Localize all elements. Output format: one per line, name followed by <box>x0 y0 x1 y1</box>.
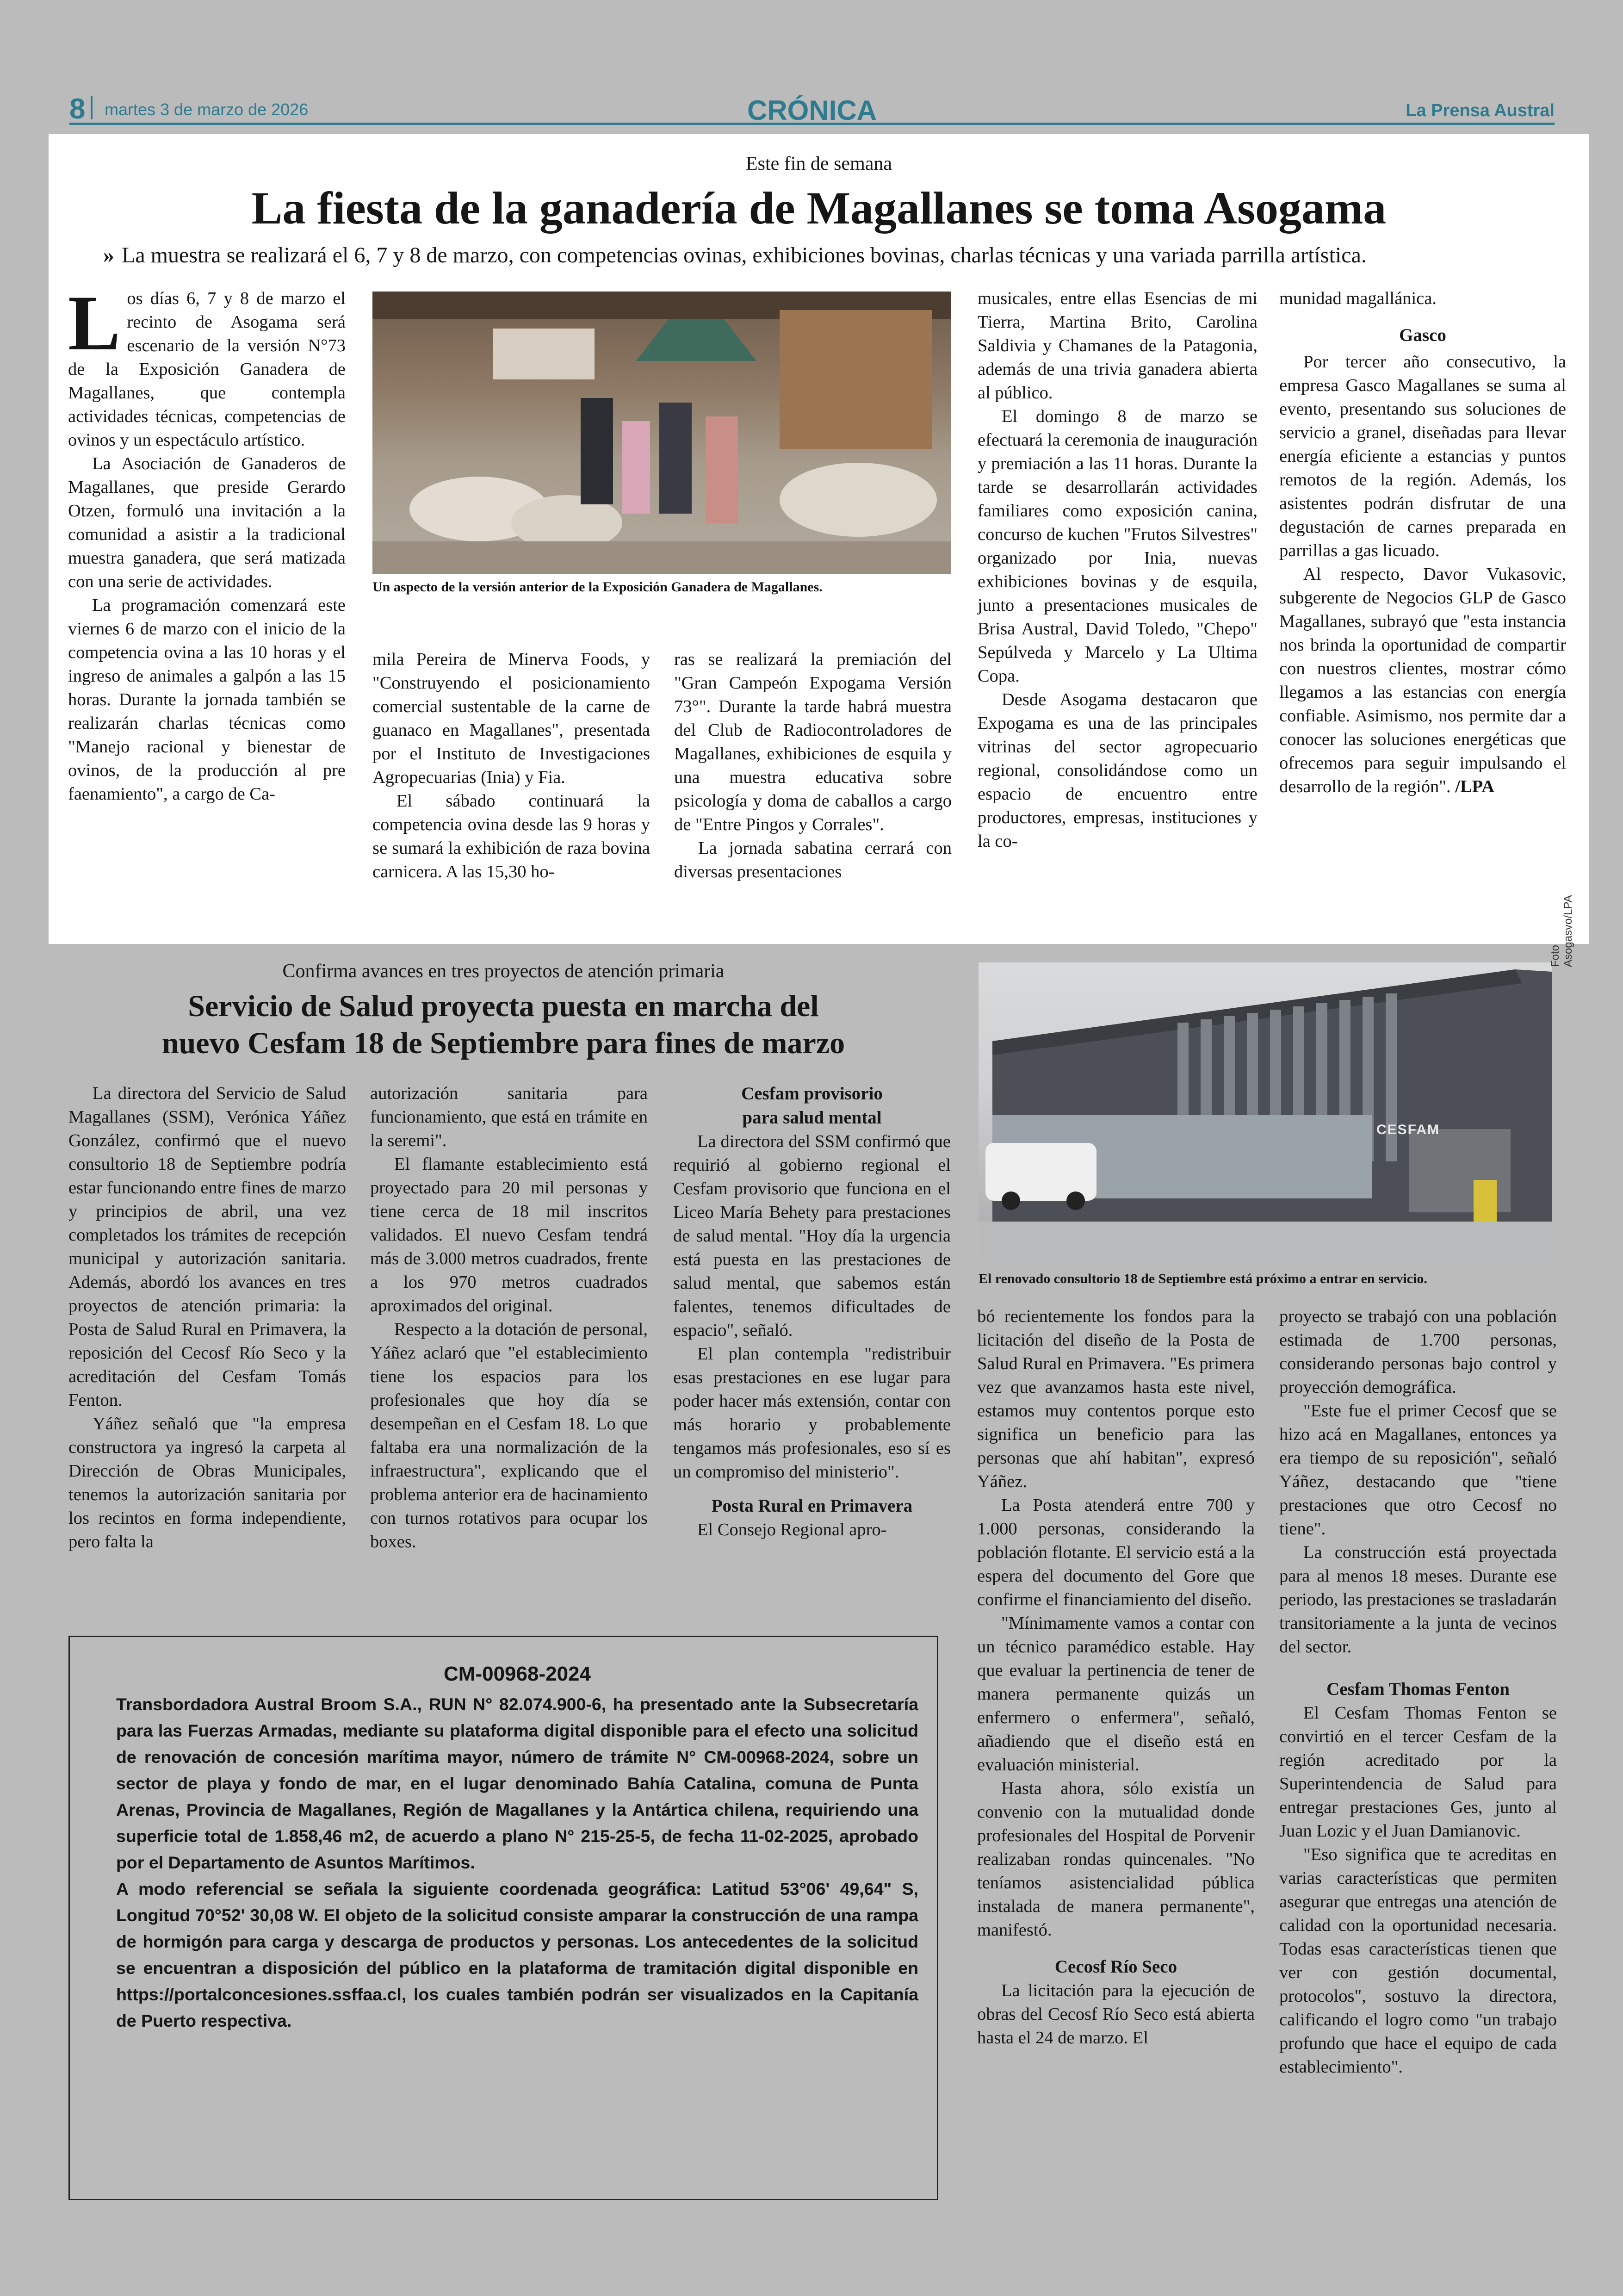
paragraph: munidad magallánica. <box>1279 289 1437 308</box>
paragraph: ras se realizará la premiación del "Gran Campeón Expogama Versión 73°". Durante la tarde habrá muestra del Club de Radiocontroladores de Magallanes, exhibiciones de esquila y una muestra educativa sobre psicología y doma de caballos a cargo de "Entre Pingos y Corrales". <box>674 650 952 834</box>
paragraph: El Cesfam Thomas Fenton se convirtió en el tercer Cesfam de la región acreditado por la Superintendencia de Salud para entregar prestaciones Ges, junto al Juan Lozic y el Juan Damianovic. <box>1279 1703 1557 1841</box>
paragraph: musicales, entre ellas Esencias de mi Tierra, Martina Brito, Carolina Saldivia y Chamanes de la Patagonia, además de una trivia ganadera abierta al público. <box>978 289 1258 403</box>
paragraph: Por tercer año consecutivo, la empresa Gasco Magallanes se suma al evento, presentando sus soluciones de servicio a granel, diseñadas para llevar energía eficiente a estancias y puntos remotos de la región. Además, los asistentes podrán disfrutar de una degustación de carnes preparada en parrillas a gas licuado. <box>1279 352 1566 560</box>
paragraph: bó recientemente los fondos para la licitación del diseño de la Posta de Salud Rural en Primavera. "Es primera vez que avanzamos hasta este nivel, estamos muy contentos porque esto significa un beneficio para las personas que ahí habitan", expresó Yáñez. <box>977 1307 1255 1491</box>
paragraph: "Eso significa que te acreditas en varias características que permiten asegurar que entregas una atención de calidad con la oportunidad necesaria. Todas esas características tienen que ver con gestión documental, protocolos", sostuvo la directora, calificando el logro como "un trabajo profundo que hace el equipo de cada establecimiento". <box>1279 1845 1557 2077</box>
notice-paragraph: A modo referencial se señala la siguiente coordenada geográfica: Latitud 53°06' 49,64" S, Longitud 70°52' 30,08 W. El objeto de la solicitud consiste amparar la construcción de una rampa de hormigón para carga y descarga de productos y personas. Los antecedentes de la solicitud se encuentran a disposición del público en la plataforma de tramitación digital disponible en https://portalconcesiones.ssffaa.cl, los cuales también podrán ser visualizados en la Capitanía de Puerto respectiva. <box>116 1879 918 2030</box>
legal-notice-box <box>68 1636 938 2200</box>
building-sign: CESFAM <box>1376 1122 1440 1137</box>
subhead-posta-rural: Posta Rural en Primavera <box>711 1496 913 1516</box>
paragraph: El plan contempla "redistribuir esas prestaciones en ese lugar para poder hacer más extensión, contar con más horario y probablemente tengamos más profesionales, eso sí es un compromiso del ministerio". <box>673 1344 951 1482</box>
cesfam-building-illustration <box>979 962 1552 1263</box>
paragraph: El domingo 8 de marzo se efectuará la ceremonia de inauguración y premiación a las 11 horas. Durante la tarde se desarrollarán actividades familiares como exposición canina, concurso de kuchen "Frutos Silvestres" organizado por Inia, nuevas exhibiciones bovinas y de esquila, junto a presentaciones musicales de Brisa Austral, David Toledo, "Chepo" Sepúlveda y Marcelo y La Ultima Copa. <box>978 407 1258 686</box>
expo-photo <box>372 292 951 574</box>
author-signature: /LPA <box>1455 777 1495 796</box>
paragraph: Los días 6, 7 y 8 de marzo el recinto de Asogama será escenario de la versión N°73 de la Exposición Ganadera de Magallanes, que contempla actividades técnicas, competencias de ovinos y un espectáculo artístico. <box>68 279 346 450</box>
section-title: CRÓNICA <box>747 95 877 126</box>
paragraph: La Asociación de Ganaderos de Magallanes, que preside Gerardo Otzen, formuló una invitación a la comunidad a asistir a la tradicional muestra ganadera, que será matizada con una serie de actividades. <box>68 454 346 591</box>
article-kicker: Este fin de semana <box>745 153 892 174</box>
paragraph: "Mínimamente vamos a contar con un técnico paramédico estable. Hay que evaluar la pertinencia de tener de manera permanente quizás un enfermero o enfermera", señaló, añadiendo que el diseño está en evaluación ministerial. <box>977 1613 1255 1775</box>
photo-credit: Foto Asogasvo/LPA <box>1549 895 1574 967</box>
article2-column-2 <box>370 1082 648 1554</box>
article-column-4 <box>978 287 1258 853</box>
page-header <box>69 93 1555 125</box>
paragraph: La Posta atenderá entre 700 y 1.000 personas, considerando la población flotante. El servicio está a la espera del documento del Gore que confirme el financiamiento del diseño. <box>977 1496 1255 1609</box>
subhead-cesfam-provisorio: Cesfam provisorio para salud mental <box>741 1084 883 1128</box>
subhead-gasco: Gasco <box>1399 325 1446 345</box>
article-column-1 <box>68 279 346 806</box>
paragraph: El Consejo Regional apro- <box>697 1520 887 1539</box>
paragraph: Desde Asogama destacaron que Expogama es una de las principales vitrinas del sector agropecuario regional, consolidándose como un espacio de encuentro entre productores, empresas, instituciones y la co- <box>978 690 1258 851</box>
drop-cap: L <box>68 279 121 366</box>
paragraph: proyecto se trabajó con una población estimada de 1.700 personas, considerando personas bajo control y proyección demográfica. <box>1279 1307 1557 1397</box>
expo-photo-illustration <box>372 292 951 574</box>
article-ganaderia <box>49 134 1589 944</box>
article2-column-1 <box>68 1082 346 1554</box>
double-chevron-right-icon: » <box>103 243 114 267</box>
paragraph: La construcción está proyectada para al menos 18 meses. Durante ese periodo, las prestaciones se trasladarán transitoriamente a la junta de vecinos del sector. <box>1279 1543 1557 1657</box>
issue-date: martes 3 de marzo de 2026 <box>105 100 309 119</box>
paragraph: La directora del Servicio de Salud Magallanes (SSM), Verónica Yáñez González, confirmó que el nuevo consultorio 18 de Septiembre podría estar funcionando entre fines de marzo y principios de abril, una vez completados los trámites de recepción municipal y autorización sanitaria. Además, abordó los avances en tres proyectos de atención primaria: la Posta de Salud Rural en Primavera, la reposición del Cecosf Río Seco y la acreditación del Cesfam Tomás Fenton. <box>68 1084 346 1410</box>
paragraph: La jornada sabatina cerrará con diversas presentaciones <box>674 838 952 881</box>
article2-column-3 <box>673 1082 951 1542</box>
paragraph: Hasta ahora, sólo existía un convenio con la mutualidad donde profesionales del Hospital de Porvenir realizaban rondas quincenales. "No teníamos asistencialidad pública instalada de manera permanente", manifestó. <box>977 1779 1255 1940</box>
paragraph: autorización sanitaria para funcionamiento, que está en trámite en la seremi". <box>370 1084 648 1150</box>
headline-line-2: nuevo Cesfam 18 de Septiembre para fines de marzo <box>161 1026 845 1060</box>
paragraph: Respecto a la dotación de personal, Yáñez aclaró que "el establecimiento tiene los espacios para los profesionales que hoy día se desempeñan en el Cesfam 18. Lo que faltaba era una normalización de la infraestructura", explicando que el problema anterior era de hacinamiento con turnos rotativos para ocupar los boxes. <box>370 1320 648 1551</box>
photo-caption: El renovado consultorio 18 de Septiembre está próximo a entrar en servicio. <box>979 1271 1427 1286</box>
article-column-2 <box>372 648 650 884</box>
paragraph: Yáñez señaló que "la empresa constructora ya ingresó la carpeta al Dirección de Obras Municipales, tenemos la autorización sanitaria por los recintos en forma independiente, pero falta la <box>68 1414 346 1551</box>
paragraph: Al respecto, Davor Vukasovic, subgerente de Negocios GLP de Gasco Magallanes, subrayó que "esta instancia nos brinda la oportunidad de compartir con nuestros clientes, mostrar cómo llegamos a las estancias con energía confiable. Asimismo, nos permite dar a conocer las soluciones energéticas que ofrecemos para seguir impulsando el desarrollo de la región". /LPA <box>1279 565 1566 796</box>
article2-column-5 <box>1279 1305 1557 2079</box>
article-column-5 <box>1279 287 1566 799</box>
paragraph: El flamante establecimiento está proyectado para 20 mil personas y tiene cerca de 18 mil inscritos validados. El nuevo Cesfam tendrá más de 3.000 metros cuadrados, frente a los 970 metros cuadrados aproximados del original. <box>370 1154 648 1316</box>
header-divider <box>91 96 93 119</box>
article-column-3 <box>674 648 952 884</box>
article-kicker: Confirma avances en tres proyectos de atención primaria <box>282 961 725 982</box>
paragraph: El sábado continuará la competencia ovina desde las 9 horas y se sumará la exhibición de raza bovina carnicera. A las 15,30 ho- <box>372 791 650 881</box>
lead-text: La muestra se realizará el 6, 7 y 8 de marzo, con competencias ovinas, exhibiciones bovinas, charlas técnicas y una variada parrilla artística. <box>122 243 1367 267</box>
photo-caption: Un aspecto de la versión anterior de la Exposición Ganadera de Magallanes. <box>372 579 823 595</box>
notice-title: CM-00968-2024 <box>444 1663 591 1685</box>
article-lead <box>103 242 1579 269</box>
article-headline: La fiesta de la ganadería de Magallanes se toma Asogama <box>251 182 1387 234</box>
paragraph: La programación comenzará este viernes 6 de marzo con el inicio de la competencia ovina a las 10 horas y el ingreso de animales a galpón a las 15 horas. Durante la jornada también se realizarán charlas técnicas como "Manejo racional y bienestar de ovinos, de la producción al pre faenamiento", a cargo de Ca- <box>68 596 346 804</box>
cesfam-photo <box>979 962 1552 1263</box>
article-headline <box>68 988 938 1062</box>
subhead-cesfam-thomas-fenton: Cesfam Thomas Fenton <box>1326 1679 1510 1699</box>
article2-column-4 <box>977 1305 1255 2050</box>
page-number: 8 <box>69 93 86 125</box>
paragraph: mila Pereira de Minerva Foods, y "Construyendo el posicionamiento comercial sustentable de la carne de guanaco en Magallanes", presentada por el Instituto de Investigaciones Agropecuarias (Inia) y Fia. <box>372 650 650 787</box>
notice-paragraph: Transbordadora Austral Broom S.A., RUN N° 82.074.900-6, ha presentado ante la Subsecretaría para las Fuerzas Armadas, mediante su plataforma digital disponible para el efecto una solicitud de renovación de concesión marítima mayor, número de trámite N° CM-00968-2024, sobre un sector de playa y fondo de mar, en el lugar denominado Bahía Catalina, comuna de Punta Arenas, Provincia de Magallanes, Región de Magallanes y la Antártica chilena, requiriendo una superficie total de 1.858,46 m2, de acuerdo a plano N° 215-25-5, de fecha 11-02-2025, aprobado por el Departamento de Asuntos Marítimos. <box>116 1694 918 1872</box>
paragraph: La licitación para la ejecución de obras del Cecosf Río Seco está abierta hasta el 24 de marzo. El <box>977 1981 1255 2048</box>
headline-line-1: Servicio de Salud proyecta puesta en marcha del <box>188 989 819 1023</box>
newspaper-logo: La Prensa Austral <box>1406 101 1555 120</box>
paragraph: La directora del SSM confirmó que requirió al gobierno regional el Cesfam provisorio que funciona en el Liceo María Behety para prestaciones de salud mental. "Hoy día la urgencia está puesta en las prestaciones de salud mental, que sabemos están falentes, tenemos dificultades de espacio", señaló. <box>673 1132 951 1340</box>
subhead-cecosf-rio-seco: Cecosf Río Seco <box>1054 1957 1177 1977</box>
paragraph: "Este fue el primer Cecosf que se hizo acá en Magallanes, entonces ya era tiempo de su reposición", señaló Yáñez, destacando que "tiene prestaciones que otro Cecosf no tiene". <box>1279 1401 1557 1539</box>
